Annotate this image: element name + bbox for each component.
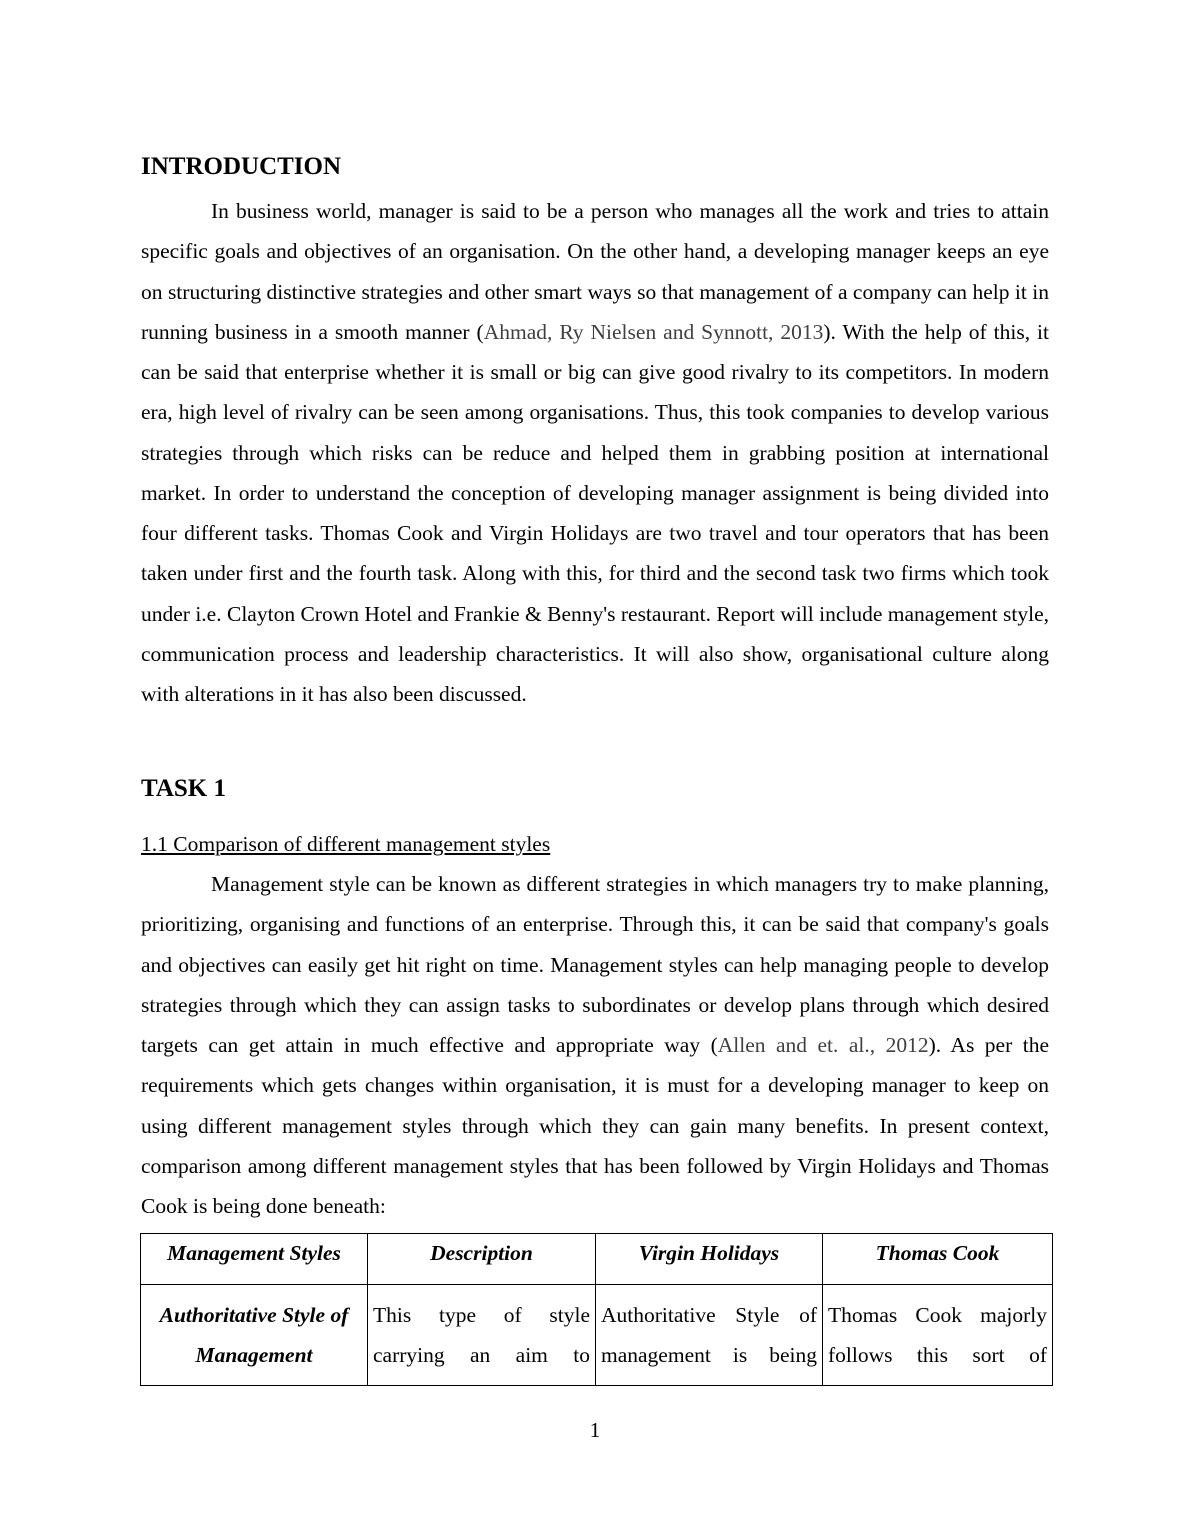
management-style-paragraph bbox=[141, 864, 1049, 1226]
intro-citation: Ahmad, Ry Nielsen and Synnott, 2013 bbox=[483, 319, 824, 344]
task1-citation: Allen and et. al., 2012 bbox=[717, 1033, 929, 1057]
intro-text-part2: ). With the help of this, it can be said that enterprise whether it is small or big can give good rivalry to its competitors. In modern era, high level of rivalry can be seen among organisations. Thus, this took companies to develop various strategies through which risks can be reduce and helped them in grabbing position at international market. In order to understand the conception of developing manager assignment is being divided into four different tasks. Thomas Cook and Virgin Holidays are two travel and tour operators that has been taken under first and the fourth task. Along with this, for third and the second task two firms which took under i.e. Clayton Crown Hotel and Frankie & Benny's restaurant. Report will include management style, communication process and leadership characteristics. It will also show, organisational culture along with alterations in it has also been discussed. bbox=[141, 319, 1049, 706]
introduction-heading: INTRODUCTION bbox=[141, 153, 342, 180]
page-number: 1 bbox=[589, 1418, 601, 1442]
header-management-styles: Management Styles bbox=[141, 1234, 368, 1285]
header-thomas-cook: Thomas Cook bbox=[823, 1234, 1053, 1285]
cell-virgin-holidays: Authoritative Style of management is being bbox=[596, 1285, 823, 1386]
table-row bbox=[141, 1285, 1053, 1386]
task1-text-part2: ). As per the requirements which gets changes within organisation, it is must for a developing manager to keep on using different management styles through which they can gain many benefits. In present context, comparison among different management styles that has been followed by Virgin Holidays and Thomas Cook is being done beneath: bbox=[141, 1033, 1049, 1218]
cell-description: This type of style carrying an aim to bbox=[368, 1285, 596, 1386]
task1-text-part1: Management style can be known as different strategies in which managers try to make planning, prioritizing, organising and functions of an enterprise. Through this, it can be said that company's goals and objectives can easily get hit right on time. Management styles can help managing people to develop strategies through which they can assign tasks to subordinates or develop plans through which desired targets can get attain in much effective and appropriate way ( bbox=[141, 872, 1049, 1057]
table-header-row bbox=[141, 1234, 1053, 1285]
header-description: Description bbox=[368, 1234, 596, 1285]
cell-style-name: Authoritative Style of Management bbox=[141, 1285, 368, 1386]
section-1-1-subheading: 1.1 Comparison of different management styles bbox=[141, 832, 551, 856]
header-virgin-holidays: Virgin Holidays bbox=[596, 1234, 823, 1285]
management-styles-table bbox=[140, 1233, 1053, 1386]
intro-text-part1: In business world, manager is said to be a person who manages all the work and tries to attain specific goals and objectives of an organisation. On the other hand, a developing manager keeps an eye on structuring distinctive strategies and other smart ways so that management of a company can help it in running business in a smooth manner ( bbox=[141, 199, 1049, 344]
introduction-paragraph bbox=[141, 191, 1049, 714]
cell-thomas-cook: Thomas Cook majorly follows this sort of bbox=[823, 1285, 1053, 1386]
task1-heading: TASK 1 bbox=[141, 775, 226, 802]
